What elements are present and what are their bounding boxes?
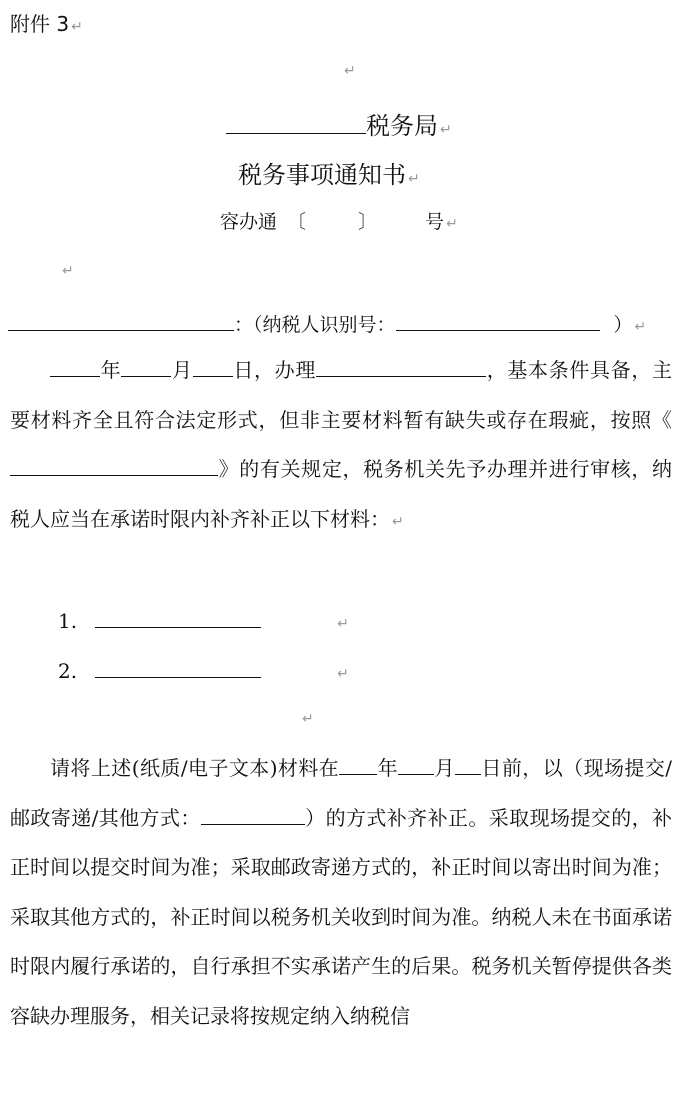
number-suffix: 号 [425, 211, 445, 233]
paragraph-mark-icon: ↵ [634, 319, 647, 335]
handled-item-blank[interactable] [316, 354, 486, 377]
regulation-name-blank[interactable] [10, 453, 218, 476]
document-number [220, 207, 458, 234]
number-close-bracket: 〕 [358, 211, 378, 233]
deadline-year-blank[interactable] [339, 752, 377, 775]
notice-paragraph: 年 月 日，办理 ，基本条件具备，主要材料齐全且符合法定形式，但非主要材料暂有缺失或存在瑕疵，按照《》的有关规定，税务机关先予办理并进行审核，纳税人应当在承诺时限内补齐补正以下材料： ↵ [10, 346, 672, 547]
handle-day-blank[interactable] [193, 354, 233, 377]
number-open-bracket: 〔 [287, 211, 307, 233]
deadline-month-blank[interactable] [398, 752, 434, 775]
paragraph-mark-icon: ↵ [392, 513, 404, 530]
handle-month-blank[interactable] [121, 354, 171, 377]
submission-paragraph: 请将上述(纸质/电子文本)材料在 年 月 日前，以（现场提交/邮政寄递/其他方式： ）的方式补齐补正。采取现场提交的，补正时间以提交时间为准；采取邮政寄递方式的，补正时间以寄出时间为准；采取其他方式的，补正时间以税务机关收到时间为准。纳税人未在书面承诺时限内履行承诺的，自行承担不实承诺产生的后果。税务机关暂停提供各类容缺办理服务，相关记录将按规定纳入纳税信 [10, 744, 672, 1041]
paragraph-mark-icon: ↵ [71, 19, 83, 35]
material-item-2-blank[interactable] [95, 655, 261, 678]
paragraph-mark-icon: ↵ [408, 171, 420, 187]
handle-year-blank[interactable] [50, 354, 100, 377]
taxpayer-id-blank[interactable] [396, 308, 600, 331]
taxpayer-colon: ： [234, 314, 254, 336]
paragraph-mark-icon: ↵ [337, 666, 349, 682]
paragraph-mark-icon: ↵ [344, 63, 356, 79]
blank-line [60, 260, 74, 279]
blank-line [342, 60, 356, 79]
bureau-name-blank[interactable] [226, 107, 366, 134]
material-item-2: 2. ↵ [58, 655, 349, 683]
paragraph-mark-icon: ↵ [302, 711, 314, 727]
material-item-1-blank[interactable] [95, 605, 261, 628]
taxpayer-name-blank[interactable] [8, 308, 234, 331]
paragraph-mark-icon: ↵ [446, 216, 458, 232]
material-item-1: 1. ↵ [58, 605, 349, 633]
taxpayer-line [8, 308, 646, 337]
paragraph-mark-icon: ↵ [440, 122, 452, 138]
bureau-name-line [226, 106, 452, 141]
taxpayer-id-label: （纳税人识别号： [253, 314, 396, 336]
taxpayer-close: ） [613, 314, 633, 336]
attachment-label: 附件 3 ↵ [10, 12, 83, 36]
number-prefix: 容办通 [220, 211, 278, 233]
other-method-blank[interactable] [201, 802, 305, 825]
paragraph-mark-icon: ↵ [337, 616, 349, 632]
bureau-suffix: 税务局 [366, 112, 438, 140]
deadline-day-blank[interactable] [455, 752, 481, 775]
document-title: 税务事项通知书 ↵ [238, 161, 420, 189]
paragraph-mark-icon: ↵ [62, 263, 74, 279]
blank-line [300, 708, 314, 727]
